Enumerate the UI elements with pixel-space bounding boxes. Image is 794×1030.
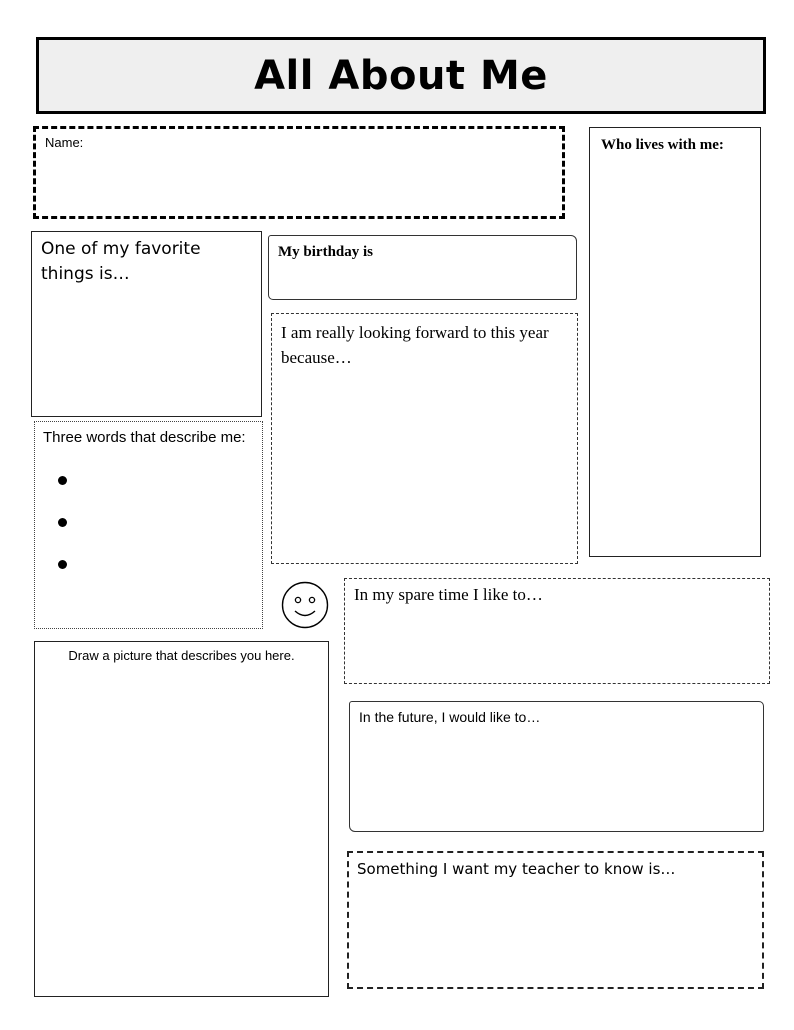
future-box[interactable] — [349, 701, 764, 832]
bullet-3 — [58, 560, 67, 569]
future-label: In the future, I would like to… — [359, 709, 541, 725]
three-words-box[interactable] — [34, 421, 263, 629]
teacher-know-box[interactable] — [347, 851, 764, 989]
birthday-label: My birthday is — [278, 244, 374, 260]
page-title: All About Me — [254, 52, 548, 99]
draw-picture-label: Draw a picture that describes you here. — [68, 648, 295, 663]
looking-forward-label: I am really looking forward to this year because… — [281, 323, 549, 367]
teacher-know-label: Something I want my teacher to know is… — [357, 860, 676, 878]
spare-time-box[interactable] — [344, 578, 770, 684]
name-field-box[interactable] — [33, 126, 565, 219]
looking-forward-box[interactable] — [271, 313, 578, 564]
draw-picture-box[interactable] — [34, 641, 329, 997]
who-lives-with-me-label: Who lives with me: — [601, 137, 724, 153]
birthday-box[interactable] — [268, 235, 577, 300]
who-lives-with-me-box[interactable] — [589, 127, 761, 557]
name-label: Name: — [45, 135, 84, 150]
favorite-things-label: One of my favorite things is… — [41, 239, 201, 284]
spare-time-label: In my spare time I like to… — [354, 585, 543, 604]
title-banner — [36, 37, 766, 114]
smiley-face-icon — [281, 581, 329, 629]
bullet-2 — [58, 518, 67, 527]
three-words-label: Three words that describe me: — [43, 429, 246, 446]
favorite-things-box[interactable] — [31, 231, 262, 417]
bullet-1 — [58, 476, 67, 485]
